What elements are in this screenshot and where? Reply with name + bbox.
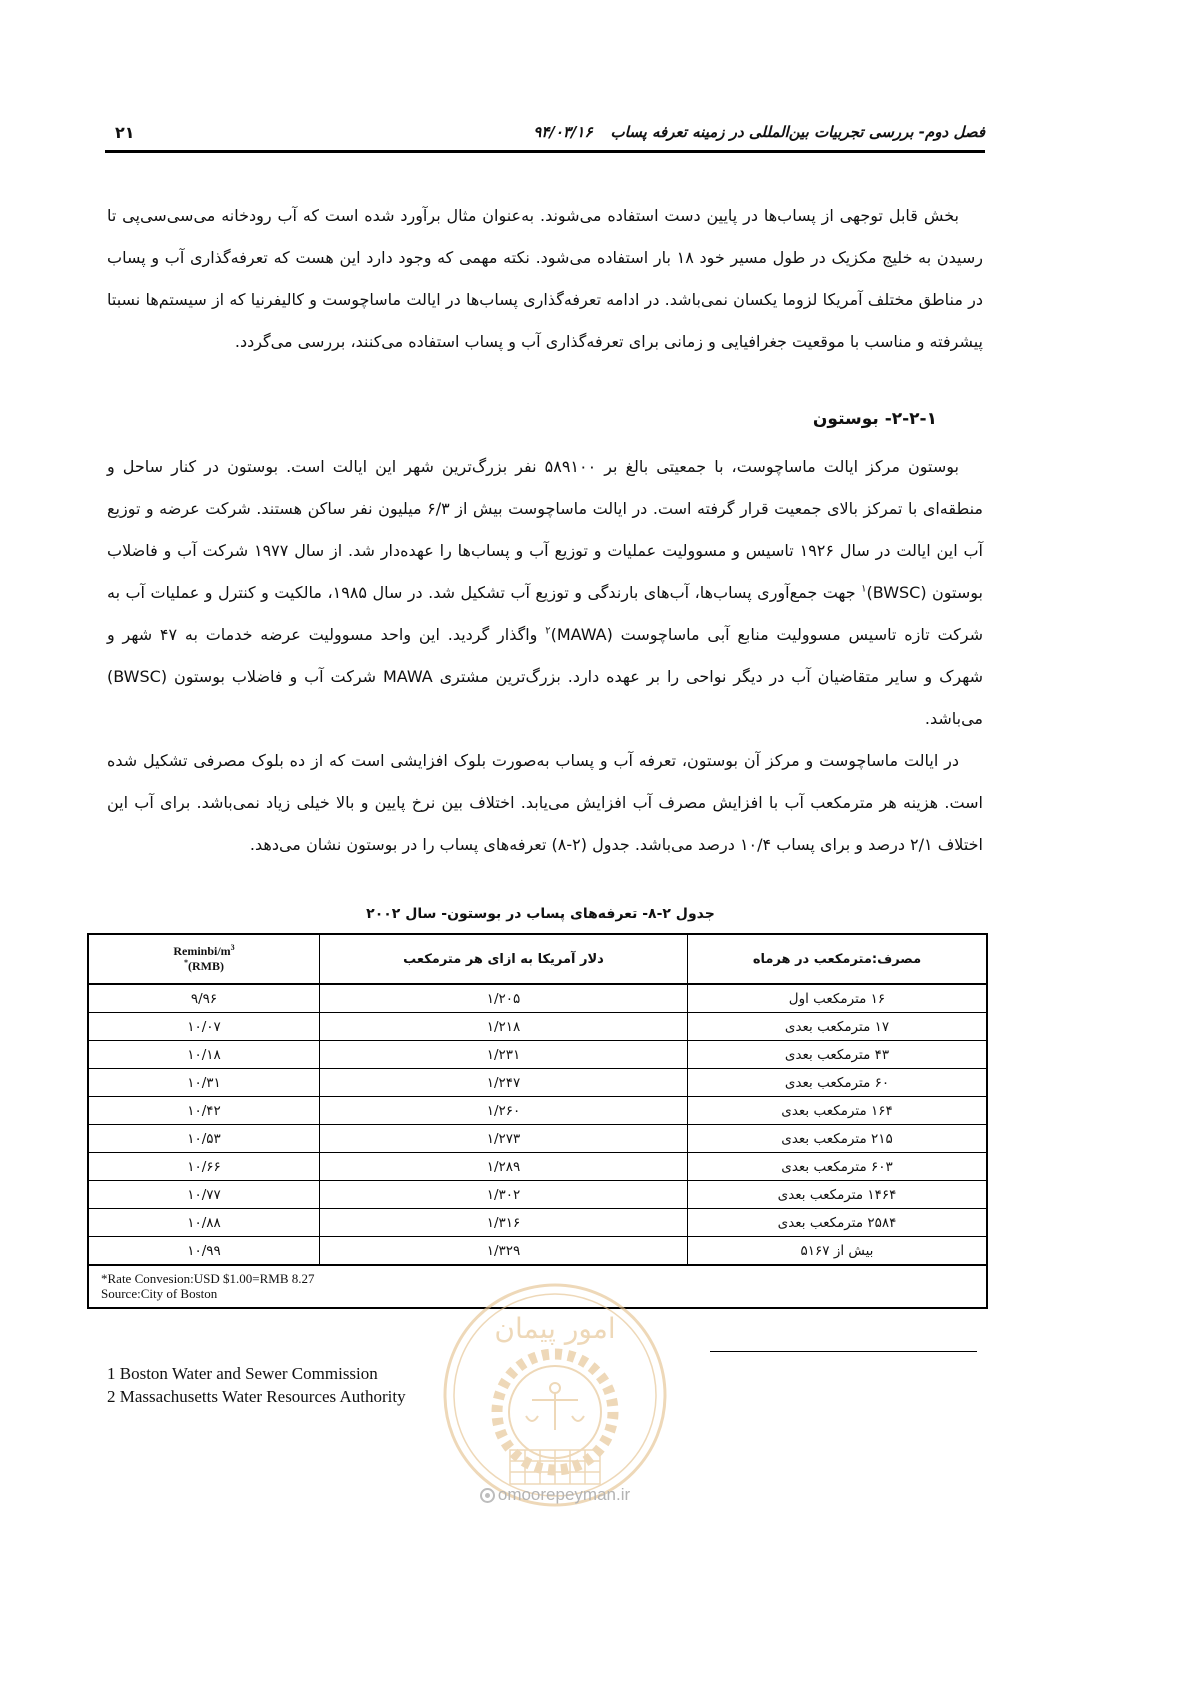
cell-usd: ۱/۲۱۸ <box>320 1013 688 1041</box>
header-rule <box>105 150 985 153</box>
header-rmb <box>88 934 320 984</box>
table-row <box>88 1097 987 1125</box>
rate-conversion-note: *Rate Convesion:USD $1.00=RMB 8.27 <box>101 1271 315 1286</box>
cell-rmb: ۱۰/۹۹ <box>88 1237 320 1266</box>
header-consumption: مصرف:مترمکعب در هرماه <box>688 934 988 984</box>
table-row <box>88 1153 987 1181</box>
table-note-row <box>88 1265 987 1308</box>
cell-usd: ۱/۲۴۷ <box>320 1069 688 1097</box>
cell-consumption: ۱۶ مترمکعب اول <box>688 984 988 1013</box>
footnote-ref-1: ۱ <box>861 583 867 595</box>
table-row <box>88 1209 987 1237</box>
header-rmb-line-2 <box>89 959 319 974</box>
cell-consumption: ۱۶۴ مترمکعب بعدی <box>688 1097 988 1125</box>
cell-consumption: ۱۷ مترمکعب بعدی <box>688 1013 988 1041</box>
table-header-row <box>88 934 987 984</box>
table-row <box>88 984 987 1013</box>
paragraph-boston-part-1: بوستون مرکز ایالت ماساچوست، با جمعیتی بالغ بر ۵۸۹۱۰۰ نفر بزرگ‌ترین شهر این ایالت است. بوستون در کنار ساحل و منطقه‌ای با تمرکز بالای جمعیت قرار گرفته است. در ایالت ماساچوست بیش از ۶/۳ میلیون نفر ساکن هستند. شرکت عرضه و توزیع آب این ایالت در سال ۱۹۲۶ تاسیس و مسوولیت عملیات و توزیع آب و پساب‌ها را عهده‌دار شد. از سال ۱۹۷۷ شرکت آب و فاضلاب بوستون (BWSC) <box>107 457 984 602</box>
cell-usd: ۱/۲۳۱ <box>320 1041 688 1069</box>
cell-usd: ۱/۳۱۶ <box>320 1209 688 1237</box>
header-rmb-line-1 <box>89 944 319 959</box>
footnote-2: 2 Massachusetts Water Resources Authority <box>107 1387 406 1406</box>
footnotes <box>107 1362 983 1408</box>
building-icon <box>510 1450 600 1484</box>
at-icon <box>480 1488 495 1503</box>
cell-consumption: ۴۳ مترمکعب بعدی <box>688 1041 988 1069</box>
footnote-separator <box>710 1351 977 1352</box>
cell-rmb: ۱۰/۶۶ <box>88 1153 320 1181</box>
table-row <box>88 1041 987 1069</box>
table-row <box>88 1237 987 1266</box>
cell-usd: ۱/۲۰۵ <box>320 984 688 1013</box>
paragraph-boston-part-2: جهت جمع‌آوری پساب‌ها، آب‌های بارندگی و توزیع آب تشکیل شد. در سال ۱۹۸۵، مالکیت و کنترل و عملیات آب به شرکت تازه تاسیس مسوولیت منابع آبی ماساچوست (MAWA) <box>107 583 984 644</box>
watermark-site <box>445 1484 665 1506</box>
chapter-title: فصل دوم- بررسی تجربیات بین‌المللی در زمینه تعرفه پساب <box>610 123 985 141</box>
paragraph-boston <box>107 446 983 740</box>
header-usd: دلار آمریکا به ازای هر مترمکعب <box>320 934 688 984</box>
cell-consumption: ۶۰ مترمکعب بعدی <box>688 1069 988 1097</box>
footnote-ref-2: ۲ <box>545 625 551 637</box>
running-header <box>105 116 985 148</box>
cell-rmb: ۱۰/۷۷ <box>88 1181 320 1209</box>
paragraph-tariff-blocks: در ایالت ماساچوست و مرکز آن بوستون، تعرفه آب و پساب به‌صورت بلوک افزایشی است که از ده بلوک مصرفی تشکیل شده است. هزینه هر مترمکعب آب با افزایش مصرف آب افزایش می‌یابد. اختلاف بین نرخ پایین و بالا خیلی زیاد نمی‌باشد. برای آب این اختلاف ۲/۱ درصد و برای پساب ۱۰/۴ درصد می‌باشد. جدول (۲-۸) تعرفه‌های پساب را در بوستون نشان می‌دهد. <box>107 751 983 854</box>
header-rmb-marker: * <box>184 958 188 967</box>
header-rmb-unit: (RMB) <box>188 959 224 973</box>
source-note: Source:City of Boston <box>101 1286 218 1301</box>
table-row <box>88 1181 987 1209</box>
cell-rmb: ۱۰/۸۸ <box>88 1209 320 1237</box>
cell-consumption: بیش از ۵۱۶۷ <box>688 1237 988 1266</box>
cell-rmb: ۱۰/۵۳ <box>88 1125 320 1153</box>
table-note <box>88 1265 987 1308</box>
cell-rmb: ۱۰/۴۲ <box>88 1097 320 1125</box>
table-block <box>93 902 988 1309</box>
cell-rmb: ۱۰/۰۷ <box>88 1013 320 1041</box>
table-caption: جدول ۲-۸- تعرفه‌های پساب در بوستون- سال ۲۰۰۲ <box>366 906 715 922</box>
cell-consumption: ۱۴۶۴ مترمکعب بعدی <box>688 1181 988 1209</box>
watermark-site-text: omoorepeyman.ir <box>497 1485 631 1504</box>
header-date: ۹۴/۰۳/۱۶ <box>533 123 593 141</box>
main-content <box>101 195 984 1408</box>
footnote-1: 1 Boston Water and Sewer Commission <box>107 1364 378 1383</box>
cell-rmb: ۱۰/۱۸ <box>88 1041 320 1069</box>
cell-rmb: ۹/۹۶ <box>88 984 320 1013</box>
table-row <box>88 1013 987 1041</box>
page-number: ۲۱ <box>115 122 135 142</box>
section-heading: ۲-۲-۱- بوستون <box>812 409 937 429</box>
tariff-table <box>87 933 988 1309</box>
cell-usd: ۱/۳۲۹ <box>320 1237 688 1266</box>
cell-consumption: ۲۵۸۴ مترمکعب بعدی <box>688 1209 988 1237</box>
cell-rmb: ۱۰/۳۱ <box>88 1069 320 1097</box>
table-row <box>88 1069 987 1097</box>
header-rmb-label: Reminbi/m <box>173 944 231 958</box>
cell-usd: ۱/۲۷۳ <box>320 1125 688 1153</box>
header-rmb-exponent: 3 <box>230 943 235 952</box>
paragraph-boston-part-3: واگذار گردید. این واحد مسوولیت عرضه خدمات به ۴۷ شهر و شهرک و سایر متقاضیان آب در دیگر نواحی را بر عهده دارد. بزرگ‌ترین مشتری MAWA شرکت آب و فاضلاب بوستون (BWSC) می‌باشد. <box>107 625 983 728</box>
cell-usd: ۱/۲۶۰ <box>320 1097 688 1125</box>
cell-consumption: ۲۱۵ مترمکعب بعدی <box>688 1125 988 1153</box>
cell-usd: ۱/۲۸۹ <box>320 1153 688 1181</box>
logo-lettering: امور پیمان <box>494 1312 616 1345</box>
cell-usd: ۱/۳۰۲ <box>320 1181 688 1209</box>
header-title-group <box>533 123 985 141</box>
paragraph-intro: بخش قابل توجهی از پساب‌ها در پایین دست استفاده می‌شوند. به‌عنوان مثال برآورد شده است که آب رودخانه می‌سی‌سی‌پی تا رسیدن به خلیج مکزیک در طول مسیر خود ۱۸ بار استفاده می‌شود. نکته مهمی که وجود دارد این هست که تعرفه‌گذاری آب و پساب در مناطق مختلف آمریکا لزوما یکسان نمی‌باشد. در ادامه تعرفه‌گذاری پساب‌ها در ایالت ماساچوست و کالیفرنیا که از سیستم‌ها نسبتا پیشرفته و مناسب با موقعیت جغرافیایی و زمانی برای تعرفه‌گذاری آب و پساب استفاده می‌کنند، بررسی می‌گردد. <box>107 206 984 351</box>
table-row <box>88 1125 987 1153</box>
cell-consumption: ۶۰۳ مترمکعب بعدی <box>688 1153 988 1181</box>
